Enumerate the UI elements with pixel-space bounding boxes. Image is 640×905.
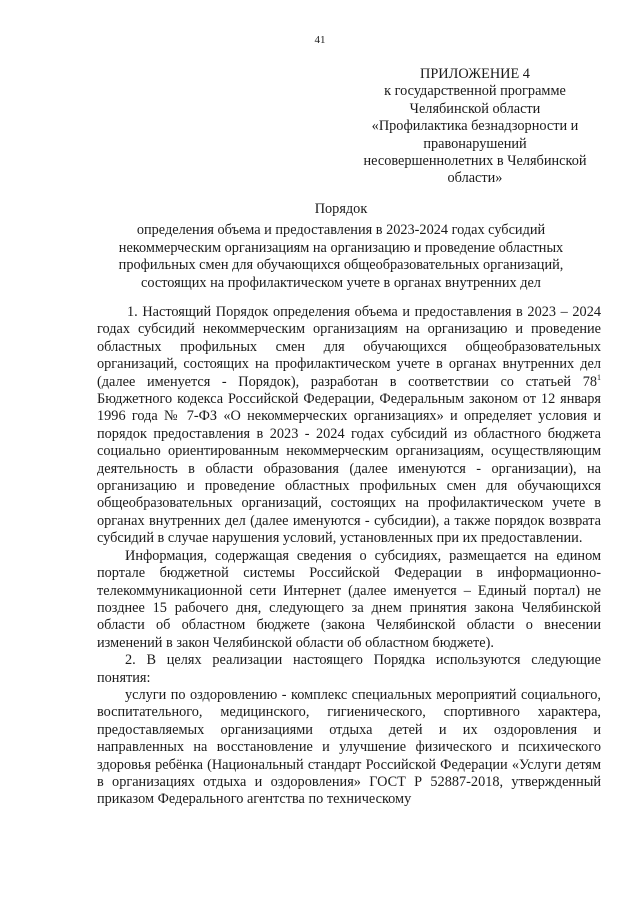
title-line: определения объема и предоставления в 2023-2024 годах субсидий	[136, 222, 546, 239]
title-line: некоммерческим организациям на организацию и проведение областных	[118, 239, 564, 256]
article-superscript: 1	[597, 372, 601, 382]
appendix-line: к государственной программе	[384, 83, 566, 100]
title-line: профильных смен для обучающихся общеобразовательных организаций,	[118, 257, 564, 274]
paragraph-4: услуги по оздоровлению - комплекс специальных мероприятий социального, воспитательного, медицинского, гигиенического, спортивного характера, предоставляемых организациями отдыха детей и их оздоровления и направленных на восстановление и улучшение физического и психического здоровья ребёнка (Национальный стандарт Российской Федерации «Услуги детям в организациях отдыха и оздоровления» ГОСТ Р 52887-2018, утвержденный приказом Федерального агентства по техническому	[97, 686, 601, 808]
appendix-line: правонарушений	[423, 135, 527, 152]
title-line: состоящих на профилактическом учете в органах внутренних дел	[141, 274, 541, 291]
title-heading: Порядок	[314, 201, 368, 217]
appendix-line: «Профилактика безнадзорности и	[371, 118, 579, 135]
appendix-line: Челябинской области	[409, 100, 541, 117]
appendix-line: ПРИЛОЖЕНИЕ 4	[420, 66, 530, 82]
appendix-line: несовершеннолетних в Челябинской	[363, 153, 587, 170]
paragraph-1	[97, 304, 601, 548]
paragraph-1-text: 1. Настоящий Порядок определения объема и предоставления в 2023 – 2024 годах субсидий некоммерческим организациям на организацию и проведение областных профильных смен для обучающихся общеобразовательных организаций, состоящих на профилактическом учете в органах внутренних дел (далее именуется - Порядок), разработан в соответствии со статьей 78	[97, 304, 601, 390]
document-body	[97, 304, 601, 809]
paragraph-1-text-cont: Бюджетного кодекса Российской Федерации, Федеральным законом от 12 января 1996 года № 7-ФЗ «О некоммерческих организациях» и определяет условия и порядок предоставления в 2023 - 2024 годах субсидий из областного бюджета социально ориентированным некоммерческим организациям, осуществляющим деятельность в области образования (далее именуются - организации), на организацию и проведение областных профильных смен для обучающихся общеобразовательных организаций, состоящих на профилактическом учете в органах внутренних дел (далее именуются - субсидии), а также порядок возврата субсидий в случае нарушения условий, установленных при их предоставлении.	[97, 391, 601, 547]
document-title	[88, 201, 594, 292]
paragraph-2: Информация, содержащая сведения о субсидиях, размещается на едином портале бюджетной системы Российской Федерации в информационно-телекоммуникационной сети Интернет (далее именуется – Единый портал) не позднее 15 рабочего дня, следующего за днем принятия закона Челябинской области об областном бюджете (закона Челябинской области о внесении изменений в закон Челябинской области об областном бюджете).	[97, 547, 601, 651]
appendix-line: области»	[447, 170, 503, 187]
page-number: 41	[314, 34, 326, 46]
paragraph-3: 2. В целях реализации настоящего Порядка используются следующие понятия:	[97, 652, 601, 686]
appendix-header	[350, 66, 600, 188]
